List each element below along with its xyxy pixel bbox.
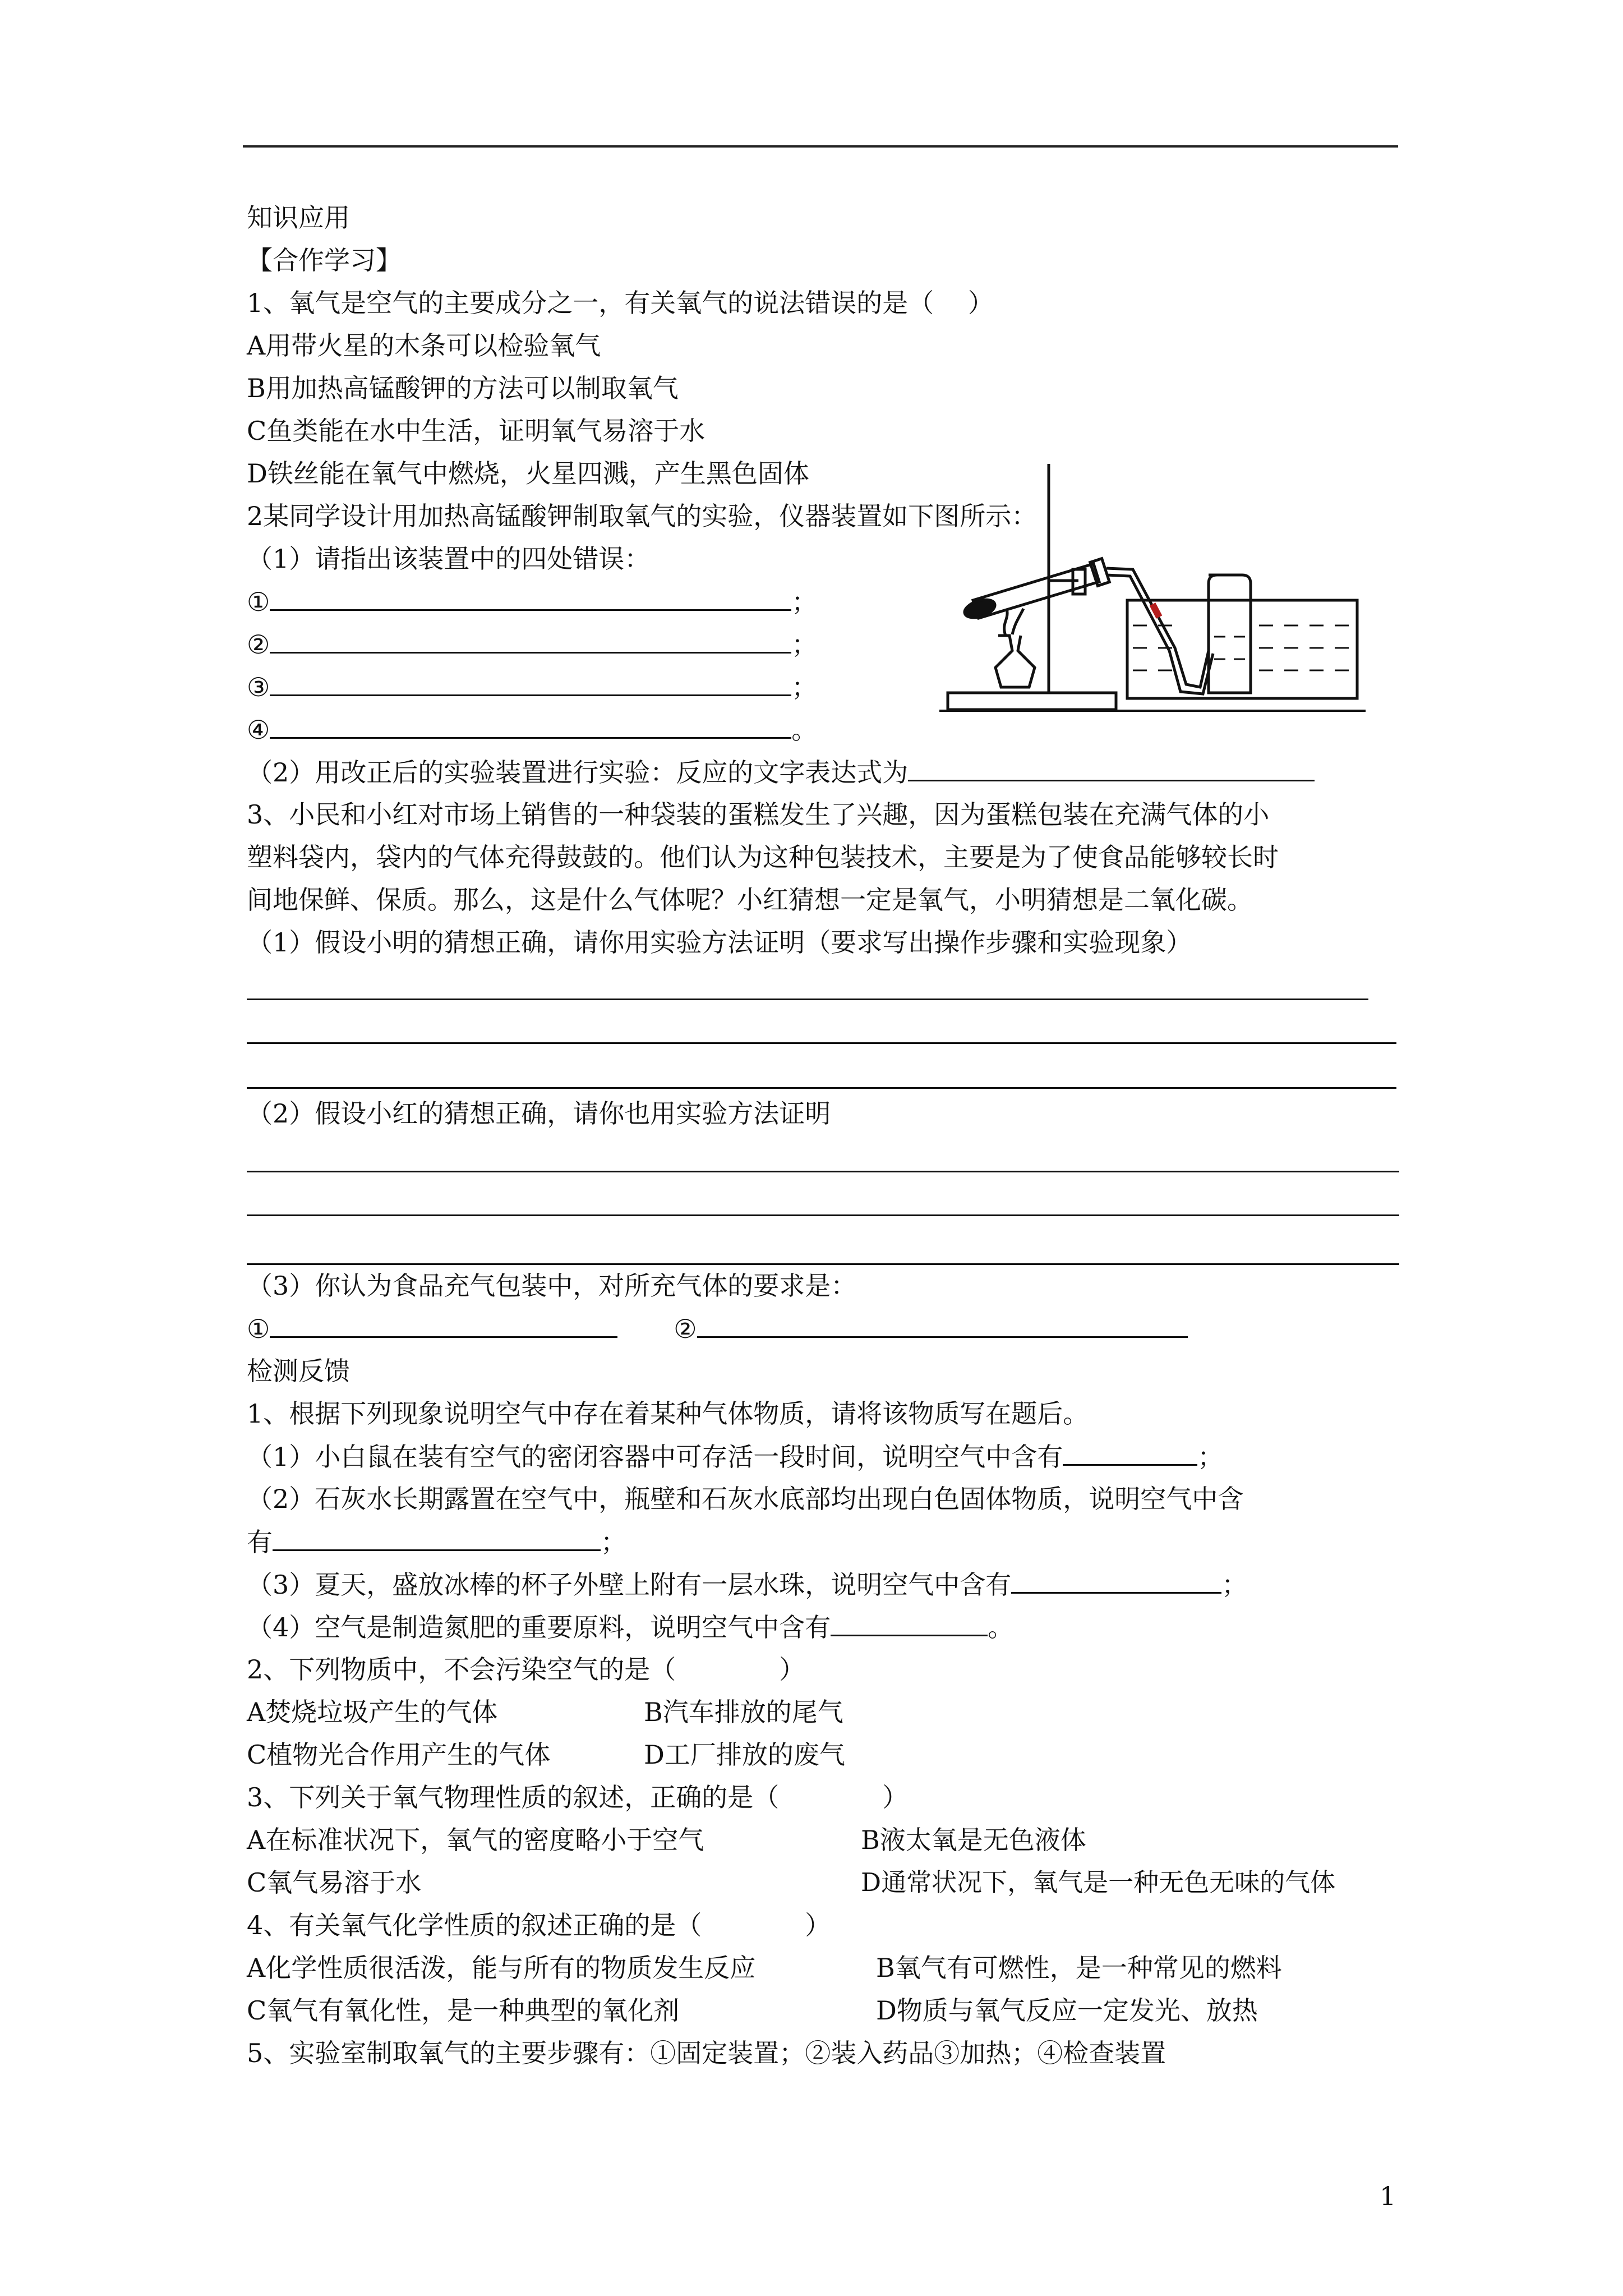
coop-q2-error-4 [247,712,817,747]
coop-q2-part2 [247,755,1315,789]
coop-q2-error-2 [247,627,817,661]
circle-number-4: ④ [247,715,270,745]
subsection-title: 【合作学习】 [247,245,402,275]
feedback-q3-option-c[interactable]: C氧气易溶于水 [247,1867,422,1898]
feedback-q1-sub-4-text: （4）空气是制造氮肥的重要原料，说明空气中含有 [247,1612,831,1642]
feedback-q2-option-a[interactable]: A焚烧垃圾产生的气体 [247,1697,498,1727]
coop-q3-part3: （3）你认为食品充气包装中，对所充气体的要求是： [247,1271,857,1301]
feedback-q1-sub-2b-text: 有 [247,1527,273,1557]
answer-blank-air-3[interactable] [1011,1567,1221,1594]
coop-q3-line-2: 塑料袋内，袋内的气体充得鼓鼓的。他们认为这种包装技术，主要是为了使食品能够较长时 [247,842,1279,872]
page-number: 1 [1380,2181,1396,2211]
semicolon: ； [1197,1442,1224,1472]
answer-blank-error-2[interactable] [270,627,791,654]
feedback-q1-sub-4 [247,1610,1013,1644]
feedback-q4-option-b[interactable]: B氧气有可燃性，是一种常见的燃料 [876,1953,1282,1983]
answer-blank-error-3[interactable] [270,670,791,696]
answer-blank-error-4[interactable] [270,712,791,739]
answer-line[interactable] [247,999,1368,1000]
feedback-q5-stem: 5、实验室制取氧气的主要步骤有：①固定装置；②装入药品③加热；④检查装置 [247,2038,1166,2068]
answer-blank-equation[interactable] [908,755,1315,781]
feedback-q1-sub-1-text: （1）小白鼠在装有空气的密闭容器中可存活一段时间，说明空气中含有 [247,1442,1063,1472]
answer-blank-requirement-1[interactable] [270,1312,617,1338]
circle-number-1: ① [247,587,270,617]
coop-q2-error-3 [247,670,817,704]
apparatus-diagram [939,457,1366,726]
feedback-q1-sub-3 [247,1567,1247,1602]
coop-q1-option-a[interactable]: A用带火星的木条可以检验氧气 [247,330,601,361]
circle-number-1: ① [247,1314,270,1344]
feedback-q3-option-a[interactable]: A在标准状况下，氧气的密度略小于空气 [247,1825,704,1855]
feedback-q2-option-b[interactable]: B汽车排放的尾气 [644,1697,843,1727]
feedback-q4-stem: 4、有关氧气化学性质的叙述正确的是（ ） [247,1910,831,1940]
coop-q3-part1: （1）假设小明的猜想正确，请你用实验方法证明（要求写出操作步骤和实验现象） [247,927,1192,958]
coop-q1-option-c[interactable]: C鱼类能在水中生活，证明氧气易溶于水 [247,416,706,446]
answer-line[interactable] [247,1042,1396,1044]
circle-number-2: ② [247,629,270,660]
semicolon: ； [791,672,818,702]
feedback-q2-stem: 2、下列物质中，不会污染空气的是（ ） [247,1654,805,1685]
stand-base [948,693,1116,710]
section-title: 知识应用 [247,203,350,233]
coop-q1-option-b[interactable]: B用加热高锰酸钾的方法可以制取氧气 [247,373,679,403]
circle-number-2: ② [674,1314,697,1344]
coop-q2-error-1 [247,585,817,619]
feedback-q4-option-a[interactable]: A化学性质很活泼，能与所有的物质发生反应 [247,1953,756,1983]
feedback-q3-option-b[interactable]: B液太氧是无色液体 [861,1825,1086,1855]
feedback-q1-stem: 1、根据下列现象说明空气中存在着某种气体物质，请将该物质写在题后。 [247,1398,1089,1429]
semicolon: ； [601,1527,626,1557]
answer-blank-error-1[interactable] [270,585,791,611]
feedback-q1-sub-1 [247,1439,1223,1474]
feedback-q4-option-d[interactable]: D物质与氧气反应一定发光、放热 [876,1995,1258,2026]
feedback-q2-option-c[interactable]: C植物光合作用产生的气体 [247,1740,551,1770]
semicolon: ； [791,629,818,660]
coop-q3-part2: （2）假设小红的猜想正确，请你也用实验方法证明 [247,1098,831,1129]
coop-q2-stem: 2某同学设计用加热高锰酸钾制取氧气的实验，仪器装置如下图所示： [247,501,1038,531]
answer-line[interactable] [247,1171,1399,1172]
feedback-q1-sub-2a: （2）石灰水长期露置在空气中，瓶壁和石灰水底部均出现白色固体物质，说明空气中含 [247,1484,1244,1514]
semicolon: ； [791,587,818,617]
semicolon: ； [1221,1570,1248,1600]
answer-line[interactable] [247,1214,1399,1216]
feedback-q4-option-c[interactable]: C氧气有氧化性，是一种典型的氧化剂 [247,1995,680,2026]
answer-blank-air-1[interactable] [1063,1439,1197,1466]
coop-q2-part2-text: （2）用改正后的实验装置进行实验：反应的文字表达式为 [247,757,909,788]
feedback-q2-option-d[interactable]: D工厂排放的废气 [644,1740,845,1770]
coop-q1-stem: 1、氧气是空气的主要成分之一，有关氧气的说法错误的是（ ） [247,288,994,318]
coop-q2-part1: （1）请指出该装置中的四处错误： [247,544,651,574]
feedback-q3-option-d[interactable]: D通常状况下，氧气是一种无色无味的气体 [861,1867,1336,1897]
gas-bottle [1209,575,1251,693]
feedback-q1-sub-3-text: （3）夏天，盛放冰棒的杯子外壁上附有一层水珠，说明空气中含有 [247,1570,1012,1600]
coop-q1-option-d[interactable]: D铁丝能在氧气中燃烧，火星四溅，产生黑色固体 [247,458,809,489]
answer-blank-requirement-2[interactable] [697,1312,1188,1338]
period: 。 [988,1612,1014,1642]
answer-line[interactable] [247,1087,1396,1089]
feedback-title: 检测反馈 [247,1356,350,1386]
header-rule [243,145,1398,148]
answer-blank-air-2[interactable] [273,1525,601,1551]
answer-line[interactable] [247,1263,1399,1265]
circle-number-3: ③ [247,672,270,702]
feedback-q1-sub-2b [247,1525,626,1559]
feedback-q3-stem: 3、下列关于氧气物理性质的叙述，正确的是（ ） [247,1782,909,1812]
coop-q3-line-3: 间地保鲜、保质。那么，这是什么气体呢？小红猜想一定是氧气，小明猜想是二氧化碳。 [247,885,1253,915]
coop-q3-line-1: 3、小民和小红对市场上销售的一种袋装的蛋糕发生了兴趣，因为蛋糕包装在充满气体的小 [247,799,1270,830]
answer-blank-air-4[interactable] [831,1610,988,1636]
coop-q3-requirements [247,1312,1188,1346]
period: 。 [791,715,818,745]
